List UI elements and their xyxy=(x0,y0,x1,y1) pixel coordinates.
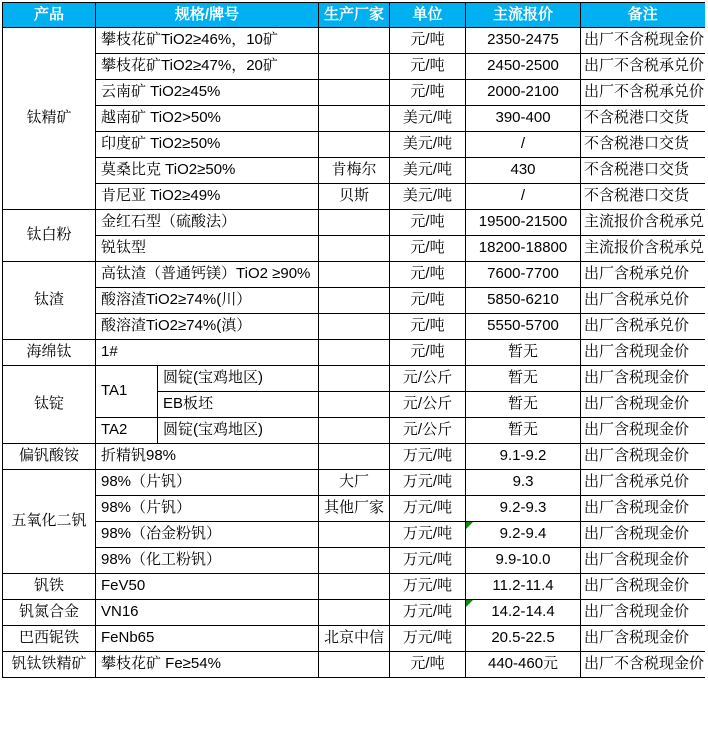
spec-cell: 98%（冶金粉钒） xyxy=(96,522,319,548)
maker-cell xyxy=(319,574,390,600)
grade-cell: TA1 xyxy=(96,366,158,418)
note-cell: 不含税港口交货 xyxy=(581,158,705,184)
unit-cell: 元/吨 xyxy=(390,314,466,340)
maker-cell xyxy=(319,444,390,470)
unit-cell: 元/公斤 xyxy=(390,418,466,444)
note-cell: 不含税港口交货 xyxy=(581,106,705,132)
unit-cell: 万元/吨 xyxy=(390,626,466,652)
note-cell: 出厂含税现金价 xyxy=(581,444,705,470)
product-cell: 巴西铌铁 xyxy=(3,626,96,652)
spec-cell: 金红石型（硫酸法） xyxy=(96,210,319,236)
green-triangle-icon xyxy=(466,600,473,607)
maker-cell xyxy=(319,366,390,392)
spec-cell: 锐钛型 xyxy=(96,236,319,262)
spec-cell: 肯尼亚 TiO2≥49% xyxy=(96,184,319,210)
price-cell: / xyxy=(466,132,581,158)
unit-cell: 美元/吨 xyxy=(390,184,466,210)
note-cell: 出厂含税现金价 xyxy=(581,340,705,366)
unit-cell: 万元/吨 xyxy=(390,496,466,522)
table-row xyxy=(3,158,705,184)
note-cell: 主流报价含税承兑 xyxy=(581,210,705,236)
table-row xyxy=(3,28,705,54)
unit-cell: 元/吨 xyxy=(390,28,466,54)
spec-cell: 云南矿 TiO2≥45% xyxy=(96,80,319,106)
price-table-body xyxy=(3,28,705,678)
column-header-price: 主流报价 xyxy=(466,3,581,28)
note-cell: 出厂含税现金价 xyxy=(581,418,705,444)
price-cell: 9.2-9.4 xyxy=(466,522,581,548)
price-cell: 暂无 xyxy=(466,340,581,366)
maker-cell xyxy=(319,288,390,314)
maker-cell xyxy=(319,262,390,288)
spec-cell: FeNb65 xyxy=(96,626,319,652)
unit-cell: 元/吨 xyxy=(390,262,466,288)
price-cell: 20.5-22.5 xyxy=(466,626,581,652)
maker-cell xyxy=(319,652,390,678)
product-cell: 钒氮合金 xyxy=(3,600,96,626)
product-cell: 钛白粉 xyxy=(3,210,96,262)
table-row xyxy=(3,418,705,444)
note-cell: 主流报价含税承兑 xyxy=(581,236,705,262)
note-cell: 出厂含税现金价 xyxy=(581,522,705,548)
unit-cell: 元/吨 xyxy=(390,236,466,262)
spec-cell: 1# xyxy=(96,340,319,366)
maker-cell xyxy=(319,106,390,132)
unit-cell: 元/吨 xyxy=(390,80,466,106)
price-cell: 430 xyxy=(466,158,581,184)
maker-cell: 肯梅尔 xyxy=(319,158,390,184)
spec-cell: EB板坯 xyxy=(158,392,319,418)
maker-cell xyxy=(319,340,390,366)
price-table xyxy=(2,2,705,678)
unit-cell: 万元/吨 xyxy=(390,444,466,470)
maker-cell xyxy=(319,600,390,626)
table-row xyxy=(3,314,705,340)
unit-cell: 元/吨 xyxy=(390,340,466,366)
table-row xyxy=(3,54,705,80)
maker-cell xyxy=(319,522,390,548)
note-cell: 不含税港口交货 xyxy=(581,132,705,158)
column-header-maker: 生产厂家 xyxy=(319,3,390,28)
spec-cell: 攀枝花矿TiO2≥46%，10矿 xyxy=(96,28,319,54)
price-cell: 5850-6210 xyxy=(466,288,581,314)
table-row xyxy=(3,522,705,548)
price-cell: 暂无 xyxy=(466,418,581,444)
table-row xyxy=(3,470,705,496)
note-cell: 出厂含税承兑价 xyxy=(581,314,705,340)
spec-cell: VN16 xyxy=(96,600,319,626)
unit-cell: 万元/吨 xyxy=(390,470,466,496)
green-triangle-icon xyxy=(466,522,473,529)
maker-cell xyxy=(319,210,390,236)
maker-cell: 北京中信 xyxy=(319,626,390,652)
note-cell: 出厂含税承兑价 xyxy=(581,288,705,314)
price-cell: 9.9-10.0 xyxy=(466,548,581,574)
price-cell: 14.2-14.4 xyxy=(466,600,581,626)
product-cell: 钒铁 xyxy=(3,574,96,600)
maker-cell xyxy=(319,548,390,574)
price-cell: 暂无 xyxy=(466,366,581,392)
unit-cell: 元/吨 xyxy=(390,288,466,314)
price-cell: 9.3 xyxy=(466,470,581,496)
spec-cell: 攀枝花矿 Fe≥54% xyxy=(96,652,319,678)
price-cell: 18200-18800 xyxy=(466,236,581,262)
maker-cell xyxy=(319,236,390,262)
table-row xyxy=(3,600,705,626)
column-header-unit: 单位 xyxy=(390,3,466,28)
price-cell: 2000-2100 xyxy=(466,80,581,106)
unit-cell: 万元/吨 xyxy=(390,574,466,600)
spec-cell: 98%（化工粉钒） xyxy=(96,548,319,574)
unit-cell: 元/公斤 xyxy=(390,392,466,418)
table-row xyxy=(3,626,705,652)
table-row xyxy=(3,496,705,522)
note-cell: 出厂不含税现金价 xyxy=(581,652,705,678)
price-cell: 390-400 xyxy=(466,106,581,132)
table-row xyxy=(3,262,705,288)
unit-cell: 万元/吨 xyxy=(390,522,466,548)
table-row xyxy=(3,652,705,678)
price-cell: 9.2-9.3 xyxy=(466,496,581,522)
table-row xyxy=(3,184,705,210)
price-cell: 5550-5700 xyxy=(466,314,581,340)
grade-cell: TA2 xyxy=(96,418,158,444)
table-row xyxy=(3,288,705,314)
table-row xyxy=(3,366,705,392)
table-row xyxy=(3,80,705,106)
unit-cell: 元/吨 xyxy=(390,54,466,80)
price-cell: 19500-21500 xyxy=(466,210,581,236)
maker-cell: 其他厂家 xyxy=(319,496,390,522)
spec-cell: 98%（片钒） xyxy=(96,470,319,496)
maker-cell: 贝斯 xyxy=(319,184,390,210)
note-cell: 不含税港口交货 xyxy=(581,184,705,210)
unit-cell: 美元/吨 xyxy=(390,158,466,184)
table-row xyxy=(3,444,705,470)
column-header-spec: 规格/牌号 xyxy=(96,3,319,28)
header-row xyxy=(3,3,705,28)
spec-cell: 酸溶渣TiO2≥74%(川） xyxy=(96,288,319,314)
note-cell: 出厂含税现金价 xyxy=(581,626,705,652)
spec-cell: 酸溶渣TiO2≥74%(滇） xyxy=(96,314,319,340)
note-cell: 出厂含税承兑价 xyxy=(581,470,705,496)
column-header-product: 产品 xyxy=(3,3,96,28)
table-header xyxy=(3,3,705,28)
spec-cell: 折精钒98% xyxy=(96,444,319,470)
unit-cell: 元/吨 xyxy=(390,210,466,236)
table-row xyxy=(3,106,705,132)
note-cell: 出厂含税现金价 xyxy=(581,366,705,392)
spec-cell: FeV50 xyxy=(96,574,319,600)
table-row xyxy=(3,340,705,366)
price-cell: 440-460元 xyxy=(466,652,581,678)
note-cell: 出厂不含税承兑价 xyxy=(581,80,705,106)
product-cell: 钒钛铁精矿 xyxy=(3,652,96,678)
price-cell: 2450-2500 xyxy=(466,54,581,80)
maker-cell xyxy=(319,314,390,340)
note-cell: 出厂含税现金价 xyxy=(581,548,705,574)
unit-cell: 美元/吨 xyxy=(390,106,466,132)
maker-cell xyxy=(319,80,390,106)
unit-cell: 万元/吨 xyxy=(390,600,466,626)
price-cell: 9.1-9.2 xyxy=(466,444,581,470)
note-cell: 出厂含税现金价 xyxy=(581,496,705,522)
price-cell: 暂无 xyxy=(466,392,581,418)
note-cell: 出厂含税现金价 xyxy=(581,392,705,418)
price-cell: 2350-2475 xyxy=(466,28,581,54)
product-cell: 五氧化二钒 xyxy=(3,470,96,574)
spec-cell: 98%（片钒） xyxy=(96,496,319,522)
column-header-note: 备注 xyxy=(581,3,705,28)
note-cell: 出厂含税现金价 xyxy=(581,574,705,600)
price-cell: / xyxy=(466,184,581,210)
price-cell: 11.2-11.4 xyxy=(466,574,581,600)
product-cell: 偏钒酸铵 xyxy=(3,444,96,470)
spec-cell: 高钛渣（普通钙镁）TiO2 ≥90% xyxy=(96,262,319,288)
table-row xyxy=(3,574,705,600)
product-cell: 钛锭 xyxy=(3,366,96,444)
product-cell: 钛精矿 xyxy=(3,28,96,210)
product-cell: 海绵钛 xyxy=(3,340,96,366)
product-cell: 钛渣 xyxy=(3,262,96,340)
note-cell: 出厂不含税现金价 xyxy=(581,28,705,54)
unit-cell: 元/公斤 xyxy=(390,366,466,392)
table-row xyxy=(3,236,705,262)
spec-cell: 圆锭(宝鸡地区) xyxy=(158,418,319,444)
maker-cell xyxy=(319,28,390,54)
table-row xyxy=(3,132,705,158)
table-row xyxy=(3,210,705,236)
unit-cell: 万元/吨 xyxy=(390,548,466,574)
price-cell: 7600-7700 xyxy=(466,262,581,288)
unit-cell: 美元/吨 xyxy=(390,132,466,158)
maker-cell xyxy=(319,392,390,418)
maker-cell xyxy=(319,132,390,158)
spec-cell: 印度矿 TiO2≥50% xyxy=(96,132,319,158)
spec-cell: 圆锭(宝鸡地区) xyxy=(158,366,319,392)
maker-cell xyxy=(319,418,390,444)
spec-cell: 莫桑比克 TiO2≥50% xyxy=(96,158,319,184)
note-cell: 出厂含税现金价 xyxy=(581,600,705,626)
table-row xyxy=(3,548,705,574)
spec-cell: 攀枝花矿TiO2≥47%，20矿 xyxy=(96,54,319,80)
unit-cell: 元/吨 xyxy=(390,652,466,678)
note-cell: 出厂不含税承兑价 xyxy=(581,54,705,80)
note-cell: 出厂含税承兑价 xyxy=(581,262,705,288)
spec-cell: 越南矿 TiO2>50% xyxy=(96,106,319,132)
maker-cell xyxy=(319,54,390,80)
maker-cell: 大厂 xyxy=(319,470,390,496)
